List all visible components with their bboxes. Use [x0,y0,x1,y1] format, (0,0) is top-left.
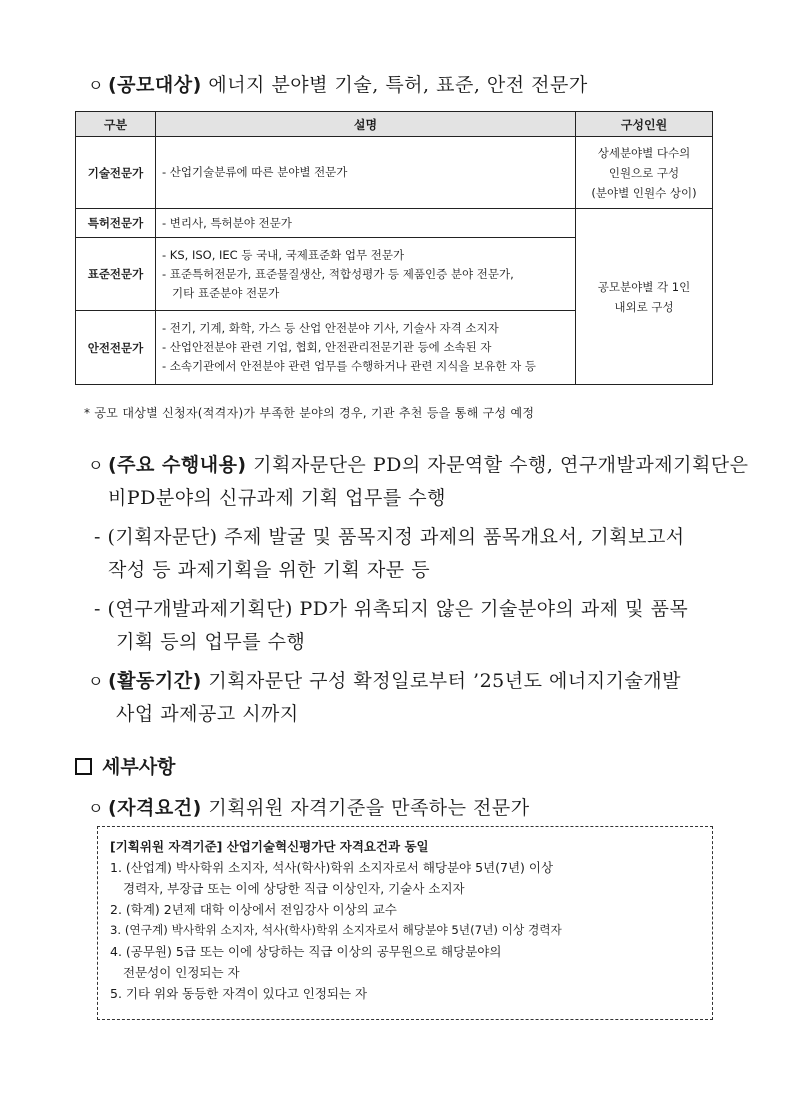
period-line-2: 사업 과제공고 시까지 [116,703,299,725]
criteria-item: 전문성이 인정되는 자 [123,965,240,980]
qualification-text: 기획위원 자격기준을 만족하는 전문가 [201,797,530,819]
duties-text: 기획자문단은 PD의 자문역할 수행, 연구개발과제기획단은 [246,454,749,476]
row-category: 기술전문가 [76,137,156,209]
period-heading: (활동기간) [108,670,202,692]
members-line: 인원으로 구성 [608,165,680,180]
table-row [76,209,713,238]
row-category: 표준전문가 [76,238,156,311]
bullet-circle-icon: ㅇ [88,799,104,818]
bullet-circle-icon: ㅇ [88,76,104,95]
desc-line: - 산업기술분류에 따른 분야별 전문가 [162,165,348,179]
desc-line: - 산업안전분야 관련 기업, 협회, 안전관리전문기관 등에 소속된 자 [162,340,492,354]
row-desc [156,209,576,238]
desc-line: 기타 표준분야 전문가 [172,285,280,300]
members-line: 내외로 구성 [614,299,674,314]
period-text: 기획자문단 구성 확정일로부터 ’25년도 에너지기술개발 [201,670,682,692]
qualification-line [88,793,530,820]
row-desc [156,137,576,209]
table-row [76,137,713,209]
row-members [576,137,713,209]
duties-line-1 [88,450,749,477]
duties-sub2-line-2: 기획 등의 업무를 수행 [116,631,306,653]
criteria-item: 1. (산업계) 박사학위 소지자, 석사(학사)학위 소지자로서 해당분야 5년(7년) 이상 [110,860,554,875]
criteria-item: 경력자, 부장급 또는 이에 상당한 직급 이상인자, 기술사 소지자 [123,881,465,896]
details-title: 세부사항 [102,756,176,778]
criteria-item: 3. (연구계) 박사학위 소지자, 석사(학사)학위 소지자로서 해당분야 5년(7년) 이상 경력자 [110,923,562,937]
duties-line-2: 비PD분야의 신규과제 기획 업무를 수행 [108,487,446,509]
square-box-icon [75,758,92,775]
criteria-item: 2. (학계) 2년제 대학 이상에서 전임강사 이상의 교수 [110,902,397,917]
table-header-row [76,112,713,137]
row-desc [156,311,576,385]
desc-line: - KS, ISO, IEC 등 국내, 국제표준화 업무 전문가 [162,247,405,262]
expert-table [75,111,713,385]
target-line [88,70,588,97]
members-line: (분야별 인원수 상이) [591,185,697,200]
duties-heading: (주요 수행내용) [108,454,247,476]
criteria-title: [기획위원 자격기준] 산업기술혁신평가단 자격요건과 동일 [110,839,429,854]
duties-sub2-line-1: - (연구개발과제기획단) PD가 위촉되지 않은 기술분야의 과제 및 품목 [94,598,689,620]
qualification-heading: (자격요건) [108,797,202,819]
details-section-title [75,752,175,779]
row-desc [156,238,576,311]
target-text: 에너지 분야별 기술, 특허, 표준, 안전 전문가 [201,74,588,96]
criteria-item: 5. 기타 위와 동등한 자격이 있다고 인정되는 자 [110,986,368,1001]
duties-sub1-line-1: - (기획자문단) 주제 발굴 및 품목지정 과제의 품목개요서, 기획보고서 [94,526,685,548]
desc-line: - 전기, 기계, 화학, 가스 등 산업 안전분야 기사, 기술사 자격 소지자 [162,321,499,335]
header-desc: 설명 [156,112,576,137]
members-line: 공모분야별 각 1인 [597,279,691,294]
duties-sub1-line-2: 작성 등 과제기획을 위한 기획 자문 등 [108,559,431,581]
row-category: 특허전문가 [76,209,156,238]
header-category: 구분 [76,112,156,137]
target-heading: (공모대상) [108,74,202,96]
table-note: * 공모 대상별 신청자(적격자)가 부족한 분야의 경우, 기관 추천 등을 통해 구성 예정 [84,406,535,420]
bullet-circle-icon: ㅇ [88,672,104,691]
shared-members [576,209,713,385]
period-line-1 [88,666,681,693]
desc-line: - 소속기관에서 안전분야 관련 업무를 수행하거나 관련 지식을 보유한 자 등 [162,359,536,373]
desc-line: - 변리사, 특허분야 전문가 [162,215,292,230]
bullet-circle-icon: ㅇ [88,456,104,475]
row-category: 안전전문가 [76,311,156,385]
desc-line: - 표준특허전문가, 표준물질생산, 적합성평가 등 제품인증 분야 전문가, [162,266,514,281]
criteria-item: 4. (공무원) 5급 또는 이에 상당하는 직급 이상의 공무원으로 해당분야의 [110,944,502,959]
header-members: 구성인원 [576,112,713,137]
criteria-box [97,826,713,1020]
members-line: 상세분야별 다수의 [597,145,691,160]
